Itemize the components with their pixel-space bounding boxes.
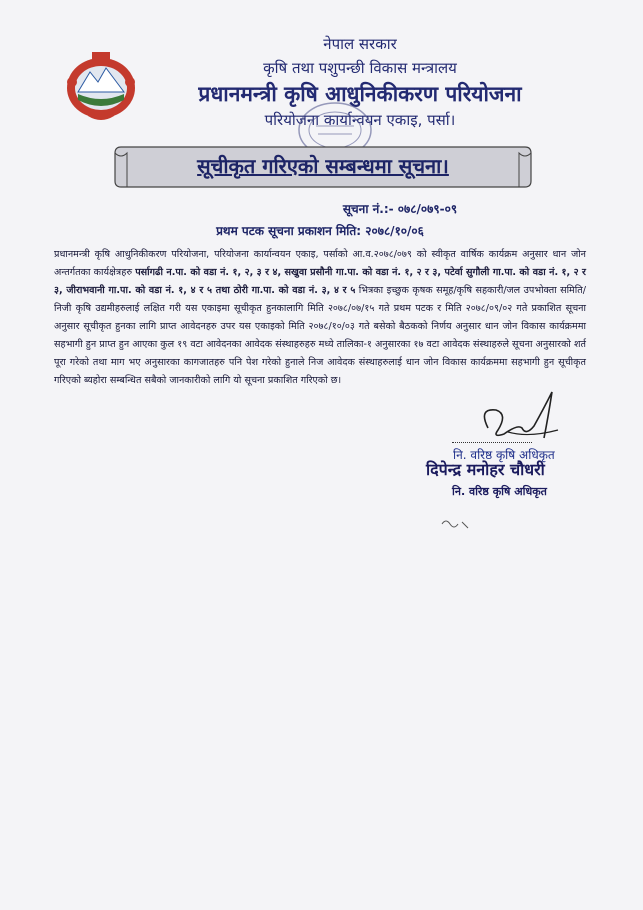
officer-title: नि. वरिष्ठ कृषि अधिकृत: [452, 485, 547, 498]
signature-line: [452, 442, 532, 443]
publication-date: प्रथम पटक सूचना प्रकाशन मिति: २०७८/१०/०६: [216, 224, 424, 238]
unit-name: परियोजना कार्यान्वयन एकाइ, पर्सा।: [264, 111, 456, 129]
government-name: नेपाल सरकार: [323, 35, 397, 53]
notice-title: सूचीकृत गरिएको सम्बन्धमा सूचना।: [197, 154, 449, 178]
body-text-areas: पर्सागढी न.पा. को वडा नं. १, २, ३ र ४, सखुवा प्रसौनी गा.पा. को वडा नं. १, २ र ३, पटेर्वा सुगौली गा.पा. को वडा नं. १, २ र ३, जीराभवानी गा.पा. को वडा नं. १, ४ र ५ तथा ठोरी गा.पा. को वडा नं. ३, ४ र ५: [54, 267, 586, 296]
body-text-part1: प्रधानमन्त्री कृषि आधुनिकीकरण परियोजना, परियोजना कार्यान्वयन एकाइ, पर्साको आ.व.२०७८/०७९ को स्वीकृत वार्षिक कार्यक्रम अनुसार धान जोन अन्तर्गतका कार्यक्षेत्रहरु: [54, 249, 586, 278]
notice-number: सूचना नं.:- ०७८/०७९-०९: [342, 202, 458, 216]
body-text-part2: भित्रका इच्छुक कृषक समूह/कृषि सहकारी/जल उपभोक्ता समिति/निजी कृषि उद्यमीहरुलाई लक्षित गरी यस एकाइमा सूचीकृत हुनकालागि मिति २०७८/०७/१५ गते प्रथम पटक र मिति २०७८/०९/०२ गते प्रकाशित सूचना अनुसार सूचीकृत हुनका लागि प्राप्त आवेदनहरु उपर यस एकाइको मिति २०७८/१०/०३ गते बसेको बैठकको निर्णय अनुसार धान जोन विकास कार्यक्रममा सहभागी हुन प्राप्त हुन आएका कुल १९ वटा आवेदनका आवेदक संस्थाहरुहरु मध्ये तालिका-१ अनुसारका १७ वटा आवेदक संस्थाहरुले सूचना अनुसारको शर्त पूरा गरेको तथा माग भए अनुसारका कागजातहरु पनि पेश गरेको हुनाले निज आवेदक संस्थाहरुलाई धान जोन विकास कार्यक्रममा सहभागी हुन सूचीकृत गरिएको ब्यहोरा सम्बन्धित सबैको जानकारीको लागि यो सूचना प्रकाशित गरिएको छ।: [54, 285, 586, 386]
mark-icon: [440, 516, 470, 532]
ministry-name: कृषि तथा पशुपन्छी विकास मन्त्रालय: [263, 59, 457, 77]
project-name: प्रधानमन्त्री कृषि आधुनिकीकरण परियोजना: [198, 82, 522, 106]
officer-name: दिपेन्द्र मनोहर चौधरी: [426, 460, 545, 479]
nepal-emblem-icon: [58, 42, 144, 124]
notice-body: [54, 246, 586, 390]
officer-stamp-line: नि. वरिष्ठ कृषि अधिकृत: [453, 448, 555, 462]
